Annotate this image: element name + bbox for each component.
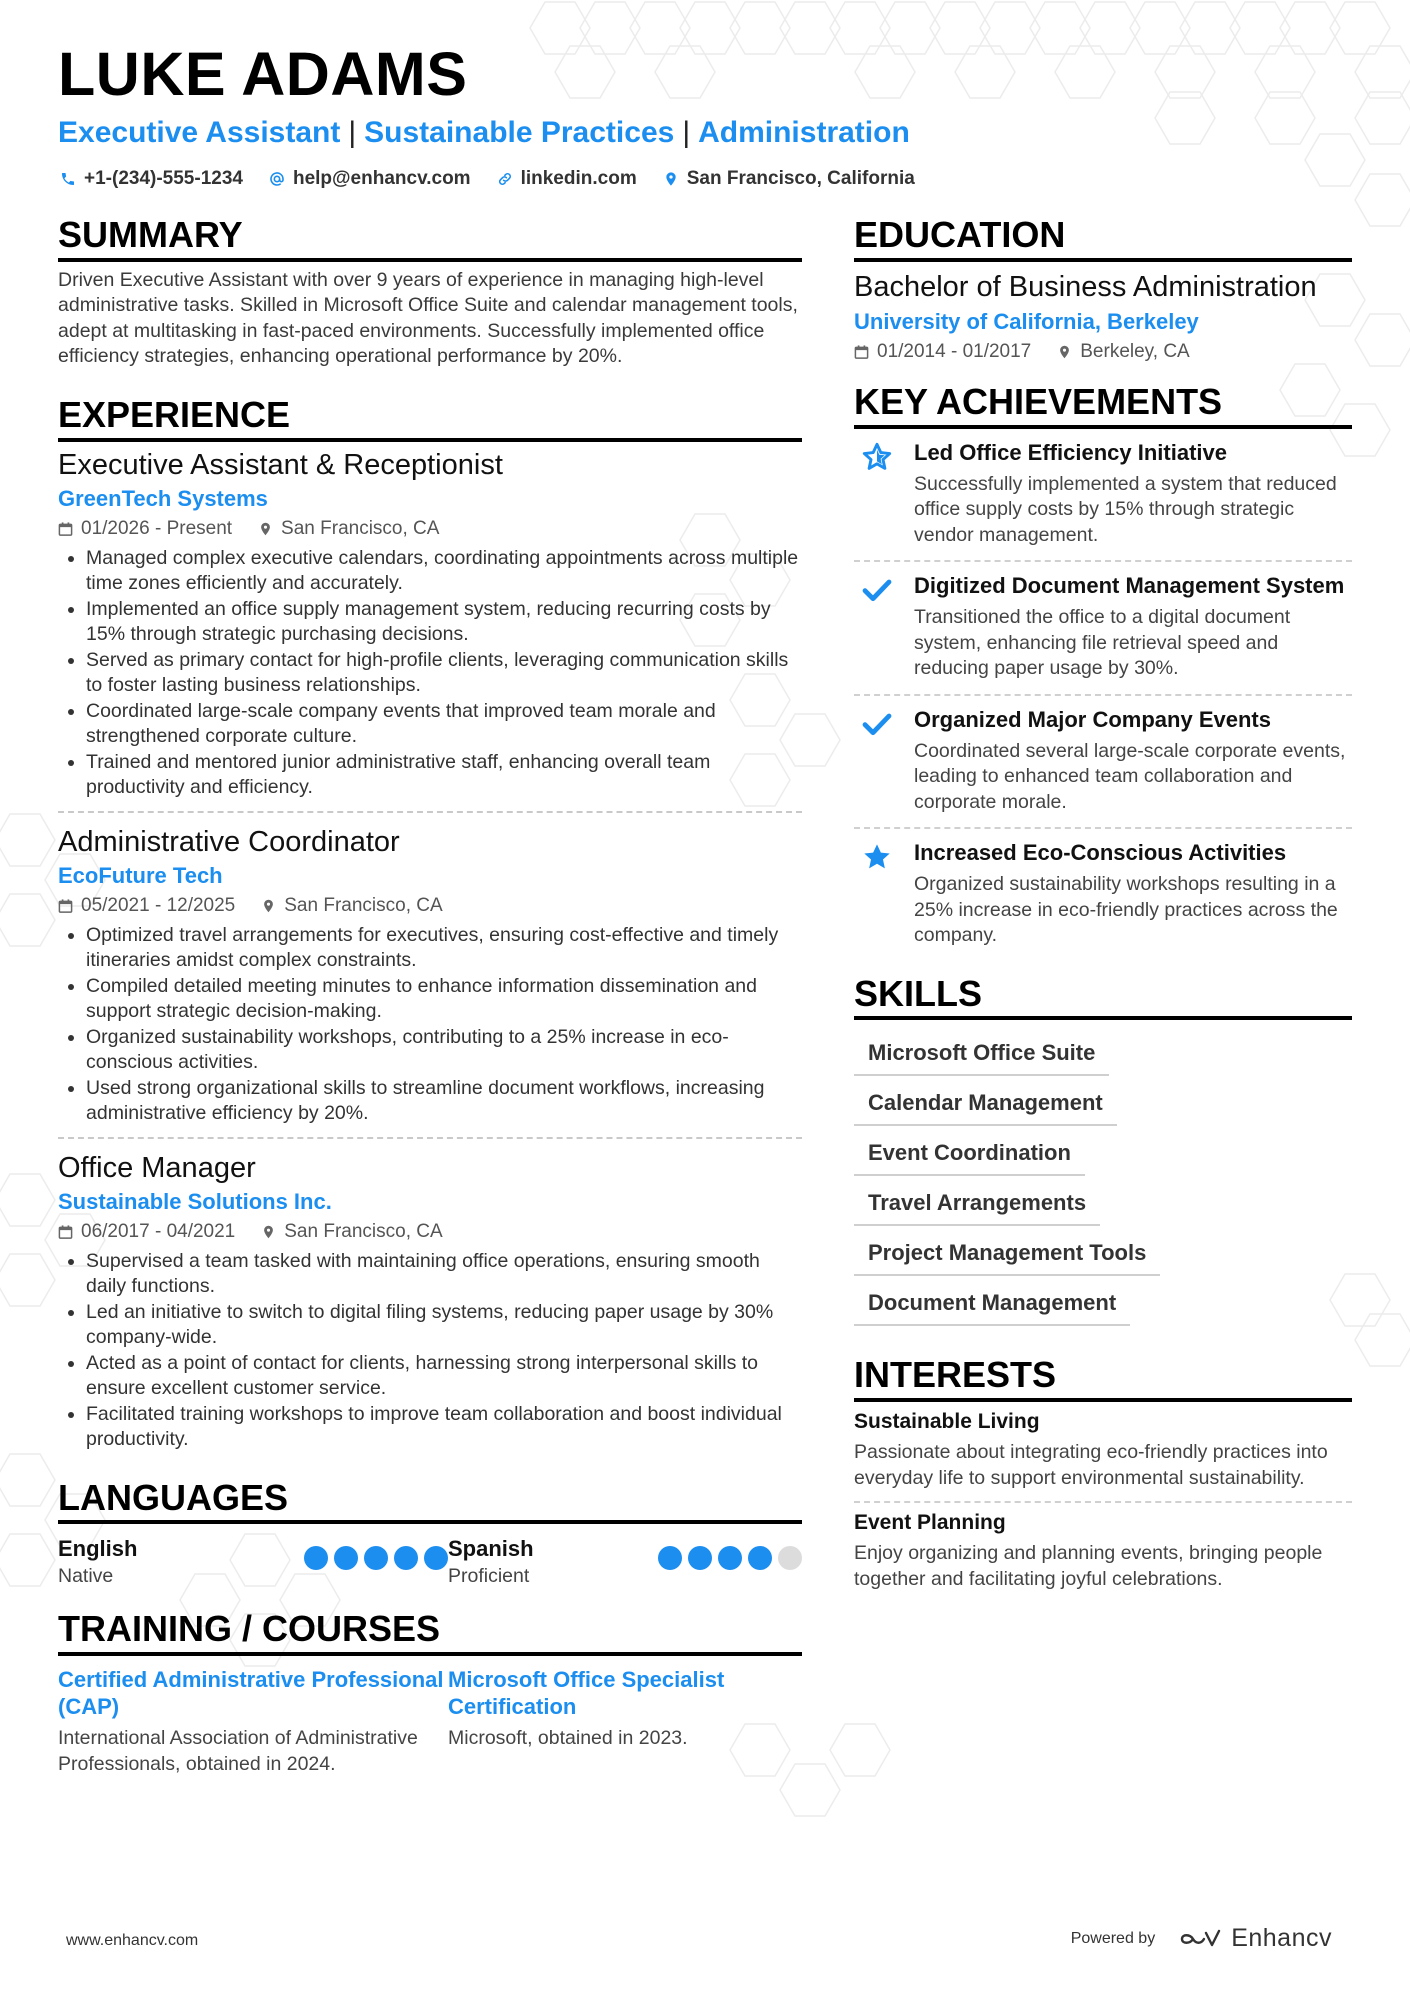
languages-section [58,1476,802,1589]
education-meta [854,341,1352,363]
summary-heading: SUMMARY [58,216,802,262]
achievement-title: Organized Major Company Events [914,706,1271,732]
training-heading: TRAINING / COURSES [58,1610,802,1656]
course-description: Microsoft, obtained in 2023. [448,1727,688,1750]
language-name: Spanish [448,1536,534,1562]
headline-item: Sustainable Practices [364,116,675,149]
skill-tag: Document Management [854,1284,1130,1326]
job-title: Office Manager [58,1151,256,1184]
headline-separator: | [348,116,357,149]
skills-heading: SKILLS [854,975,1352,1021]
language-rating [658,1546,802,1570]
checkmark-icon [861,708,893,740]
checkmark-icon [861,574,893,606]
skill-tag: Microsoft Office Suite [854,1034,1109,1076]
achievement-description: Successfully implemented a system that reduced office supply costs by 15% through strategic vendor management. [914,472,1337,546]
rating-dot-filled [394,1546,418,1570]
achievement-entry [854,560,1352,694]
bullet-item: • Optimized travel arrangements for executives, ensuring cost-effective and timely itineraries amidst complex constraints. [86,923,802,974]
language-entry [448,1536,802,1588]
calendar-icon [58,898,73,914]
company-name[interactable]: EcoFuture Tech [58,862,223,888]
rating-dot-filled [364,1546,388,1570]
rating-dot-empty [778,1546,802,1570]
bullet-item: • Facilitated training workshops to improve team collaboration and boost individual productivity. [86,1402,802,1453]
job-entry [58,446,802,811]
candidate-name: LUKE ADAMS [58,40,468,108]
job-title: Executive Assistant & Receptionist [58,448,503,481]
interest-title: Sustainable Living [854,1410,1040,1434]
rating-dot-filled [748,1546,772,1570]
job-location: San Francisco, CA [281,517,440,539]
job-meta [58,518,802,540]
summary-section [58,216,802,370]
contact-email-text: help@enhancv.com [292,168,471,189]
job-dates: 01/2026 - Present [81,517,233,539]
language-rating [304,1546,448,1570]
at-icon [269,171,285,187]
star-icon [861,841,893,873]
calendar-icon [854,344,869,360]
bullet-item: • Led an initiative to switch to digital filing systems, reducing paper usage by 30% company-wide. [86,1300,802,1351]
course-entry [58,1666,448,1777]
headline-item: Executive Assistant [58,116,341,149]
course-title: Microsoft Office Specialist Certification [448,1667,725,1720]
phone-icon [60,171,76,187]
bullet-item: • Implemented an office supply management system, reducing recurring costs by 15% through strategic purchasing decisions. [86,597,802,648]
headline [58,116,910,150]
summary-text: Driven Executive Assistant with over 9 years of experience in managing high-level administrative tasks. Skilled in Microsoft Office Suite and calendar management tools, adept at multitasking in fast-paced environments. Successfully implemented office efficiency strategies, enhancing operational performance by 20%. [58,268,798,368]
achievements-section [854,380,1352,961]
course-description: International Association of Administrative Professionals, obtained in 2024. [58,1727,418,1775]
footer-website-link[interactable]: www.enhancv.com [66,1932,199,1949]
contact-location-text: San Francisco, California [686,168,915,189]
interests-heading: INTERESTS [854,1356,1352,1402]
course-entry [448,1666,802,1777]
contact-linkedin[interactable] [497,168,637,190]
bullet-item: • Coordinated large-scale company events that improved team morale and strengthened corporate culture. [86,699,802,750]
education-dates: 01/2014 - 01/2017 [877,340,1032,362]
left-column [58,216,802,1777]
course-title: Certified Administrative Professional (CAP) [58,1667,444,1720]
achievement-title: Increased Eco-Conscious Activities [914,840,1287,866]
location-pin-icon [258,521,273,537]
interest-title: Event Planning [854,1511,1006,1535]
location-pin-icon [261,898,276,914]
star-outline-icon [861,441,893,473]
job-dates: 05/2021 - 12/2025 [81,894,236,916]
location-pin-icon [261,1224,276,1240]
interests-section [854,1356,1352,1602]
enhancv-logo-icon [1179,1927,1223,1951]
bullet-item: • Served as primary contact for high-profile clients, leveraging communication skills to foster lasting business relationships. [86,648,802,699]
company-name[interactable]: GreenTech Systems [58,485,268,511]
education-heading: EDUCATION [854,216,1352,262]
education-location: Berkeley, CA [1080,340,1190,362]
skill-tag: Project Management Tools [854,1234,1160,1276]
rating-dot-filled [718,1546,742,1570]
enhancv-logo[interactable] [1179,1924,1332,1953]
job-location: San Francisco, CA [284,894,443,916]
skill-tag: Travel Arrangements [854,1184,1100,1226]
bullet-item: • Compiled detailed meeting minutes to enhance information dissemination and support strategic decision-making. [86,974,802,1025]
job-location: San Francisco, CA [284,1220,443,1242]
language-level: Proficient [448,1565,530,1588]
education-section [854,216,1352,363]
experience-section [58,393,802,1463]
achievements-heading: KEY ACHIEVEMENTS [854,383,1352,429]
contact-location [663,168,915,190]
language-entry [58,1536,448,1588]
job-bullets [58,1249,802,1453]
achievement-title: Digitized Document Management System [914,573,1345,599]
job-entry [58,811,802,1137]
achievement-description: Coordinated several large-scale corporate events, leading to enhanced team collaboration and corporate morale. [914,739,1346,813]
achievement-entry [854,429,1352,561]
interest-entry [854,1501,1352,1602]
headline-item: Administration [698,116,910,149]
experience-heading: EXPERIENCE [58,396,802,442]
skill-tag: Calendar Management [854,1084,1117,1126]
bullet-item: • Used strong organizational skills to streamline document workflows, increasing administrative efficiency by 20%. [86,1076,802,1127]
calendar-icon [58,1224,73,1240]
rating-dot-filled [334,1546,358,1570]
enhancv-brand-text: Enhancv [1231,1924,1332,1952]
job-dates: 06/2017 - 04/2021 [81,1220,236,1242]
contact-linkedin-text: linkedin.com [520,168,637,189]
job-meta [58,1221,802,1243]
location-pin-icon [1057,344,1072,360]
bullet-item: • Acted as a point of contact for clients, harnessing strong interpersonal skills to ensure excellent customer service. [86,1351,802,1402]
interest-entry [854,1402,1352,1501]
footer-branding [1071,1924,1332,1953]
powered-by-label: Powered by [1070,1929,1156,1947]
rating-dot-filled [424,1546,448,1570]
training-section [58,1610,802,1777]
bullet-item: • Supervised a team tasked with maintaining office operations, ensuring smooth daily functions. [86,1249,802,1300]
link-icon [497,171,513,187]
contact-bar [60,168,915,190]
job-meta [58,895,802,917]
company-name[interactable]: Sustainable Solutions Inc. [58,1188,332,1214]
contact-phone-text: +1-(234)-555-1234 [84,168,243,189]
right-column [854,216,1352,1602]
bullet-item: • Managed complex executive calendars, coordinating appointments across multiple time zones efficiently and accurately. [86,546,802,597]
headline-separator: | [682,116,691,149]
achievement-description: Transitioned the office to a digital document system, enhancing file retrieval speed and reducing paper usage by 30%. [914,606,1291,680]
job-bullets [58,546,802,801]
rating-dot-filled [688,1546,712,1570]
achievement-description: Organized sustainability workshops resulting in a 25% increase in eco-friendly practices across the company. [914,873,1338,947]
languages-heading: LANGUAGES [58,1479,802,1525]
job-bullets [58,923,802,1127]
skills-section [854,972,1352,1327]
language-level: Native [58,1565,114,1588]
interest-description: Passionate about integrating eco-friendly practices into everyday life to support environmental sustainability. [854,1441,1328,1489]
job-title: Administrative Coordinator [58,825,400,858]
achievement-title: Led Office Efficiency Initiative [914,439,1227,465]
degree-title: Bachelor of Business Administration [854,270,1317,303]
calendar-icon [58,521,73,537]
language-name: English [58,1536,138,1562]
location-pin-icon [663,171,679,187]
skill-tag: Event Coordination [854,1134,1085,1176]
contact-email[interactable] [269,168,471,190]
achievement-entry [854,694,1352,828]
bullet-item: • Organized sustainability workshops, contributing to a 25% increase in eco-conscious activities. [86,1025,802,1076]
rating-dot-filled [304,1546,328,1570]
achievement-entry [854,827,1352,961]
bullet-item: • Trained and mentored junior administrative staff, enhancing overall team productivity and efficiency. [86,750,802,801]
interest-description: Enjoy organizing and planning events, bringing people together and facilitating joyful celebrations. [854,1542,1323,1590]
school-name[interactable]: University of California, Berkeley [854,308,1199,334]
job-entry [58,1137,802,1463]
rating-dot-filled [658,1546,682,1570]
contact-phone[interactable] [60,168,243,190]
